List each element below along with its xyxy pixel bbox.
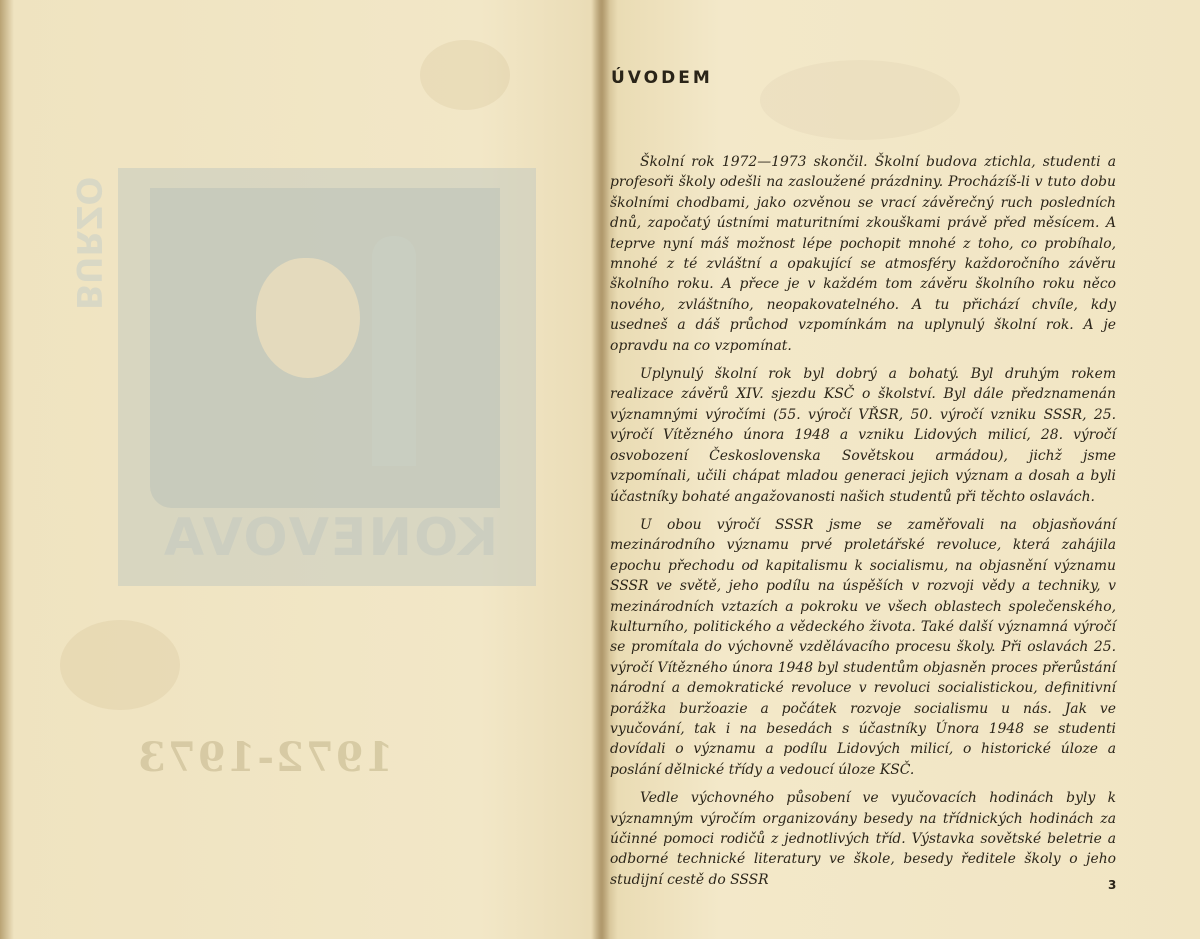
show-through-year: 1972-1973 [136,734,394,781]
show-through-text-bottom: KONEVOVA [161,508,499,568]
paragraph: U obou výročí SSSR jsme se zaměřovali na objasňování mezinárodního významu prvé proletářské revoluce, která zahájila epochu přechodu od kapitalismu k socialismu, na objasnění významu SSSR ve světě, jeho podílu na úspěších v rozvoji vědy a techniky, v mezinárodních vztazích a pokroku ve všech oblastech společenského, kulturního, politického a vědeckého života. Také další významná výročí se promítala do výchovně vzdělávacího procesu školy. Při oslavách 25. výročí Vítězného února 1948 byl studentům objasněn proces přerůstání národní a demokratické revoluce v revoluci socialistickou, definitivní porážka buržoazie a počátek rozvoje socialismu u nás. Jak ve vyučování, tak i na besedách s účastníky Února 1948 se studenti dovídali o významu a podílu Lidových milicí, o historické úloze a poslání dělnické třídy a vedoucí úloze KSČ. [610,516,1116,778]
paper-stain [760,60,960,140]
show-through-text-side: BURZO [68,176,108,310]
paper-stain [420,40,510,110]
paper-stain [60,620,180,710]
body-text [610,152,1116,898]
book-gutter [592,0,610,939]
page-heading: ÚVODEM [611,68,713,88]
cover-logo-stem [372,236,416,466]
paragraph: Vedle výchovného působení ve vyučovacích hodinách byly k významným výročím organizovány besedy na třídnických hodinách za účinné pomoci rodičů z jednotlivých tříd. Výstavka sovětské beletrie a odborné technické literatury ve škole, besedy ředitele školy o jeho studijní cestě do SSSR [610,790,1116,888]
cover-logo-loop [256,258,360,378]
page-number: 3 [1108,878,1117,892]
left-page-edge [0,0,14,939]
paragraph: Uplynulý školní rok byl dobrý a bohatý. Byl druhým rokem realizace závěrů XIV. sjezdu KSČ o školství. Byl dále předznamenán významnými výročími (55. výročí VŘSR, 50. výročí vzniku SSSR, 25. výročí Vítězného února 1948 a vzniku Lidových milicí, 28. výročí osvobození Československa Sovětskou armádou), jichž jsme vzpomínali, učili chápat mladou generaci jejich význam a dosah a byli účastníky bohaté angažovanosti našich studentů při těchto oslavách. [610,366,1116,505]
paragraph: Školní rok 1972—1973 skončil. Školní budova ztichla, studenti a profesoři školy odešli na zasloužené prázdniny. Procházíš-li v tuto dobu školními chodbami, jako ozvěnou se vrací závěrečný ruch posledních dnů, započatý ústními maturitními zkouškami právě před měsícem. A teprve nyní máš možnost lépe pochopit mnohé z toho, co probíhalo, mnohé z té zvláštní a opakující se atmosféry každoročního závěru školního roku. A přece je v každém tom závěru školního roku něco nového, zvláštního, neopakovatelného. A tu přichází chvíle, kdy usedneš a dáš průchod vzpomínkám na uplynulý školní rok. A je opravdu na co vzpomínat. [610,154,1116,354]
